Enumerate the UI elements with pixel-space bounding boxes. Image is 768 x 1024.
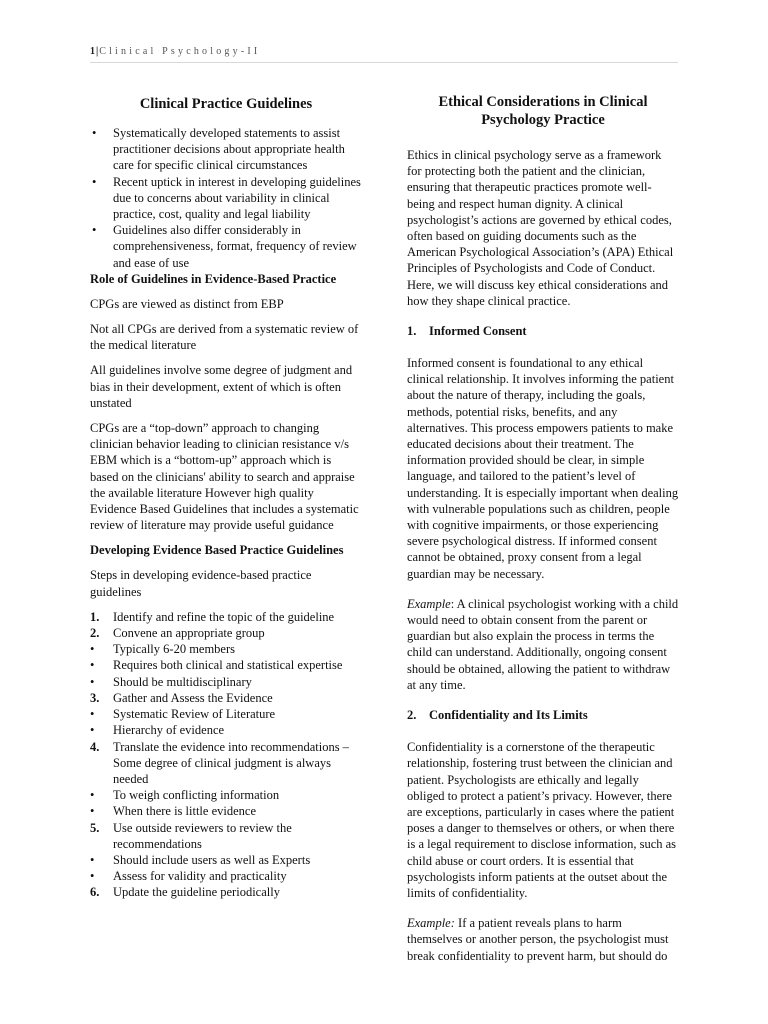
right-column — [407, 93, 679, 964]
list-item-text: Identify and refine the topic of the guideline — [113, 609, 335, 624]
section-heading-role: Role of Guidelines in Evidence-Based Practice — [90, 271, 337, 286]
paragraph: Informed consent is foundational to any ethical clinical relationship. It involves informing the patient about the nature of therapy, including the goals, methods, potential risks, benefits, and any alternatives. This process empowers patients to make educated decisions about their treatment. The information provided should be clear, in simple language, and tailored to the patient’s level of understanding. It is especially important when dealing with vulnerable populations such as children, people with cognitive impairments, or those experiencing severe psychological distress. If informed consent cannot be obtained, proxy consent from a legal guardian may be necessary. — [407, 356, 679, 581]
list-item — [90, 674, 362, 690]
list-item-text: Systematically developed statements to assist practitioner decisions about appropriate health care for specific clinical circumstances — [113, 126, 345, 173]
step-marker: 3. — [90, 690, 100, 705]
left-column — [90, 93, 362, 901]
intro-paragraph: Ethics in clinical psychology serve as a framework for protecting both the patient and the clinician, ensuring that therapeutic practices promote well-being and respect human dignity. A clinical psychologist’s actions are governed by ethical codes, often based on guiding documents such as the American Psychological Association’s (APA) Ethical Principles of Psychologists and Code of Conduct. Here, we will discuss key ethical considerations and how they shape clinical practice. — [407, 148, 674, 308]
list-item-text: Requires both clinical and statistical expertise — [113, 658, 343, 673]
list-item-text: When there is little evidence — [113, 804, 256, 819]
list-item — [90, 609, 362, 625]
bullet-icon: • — [90, 674, 95, 689]
paragraph: CPGs are viewed as distinct from EBP — [90, 296, 284, 311]
running-header — [90, 46, 678, 63]
paragraph: Steps in developing evidence-based practice guidelines — [90, 568, 312, 599]
bullet-icon: • — [90, 723, 95, 738]
list-item — [90, 820, 362, 852]
list-item-text: To weigh conflicting information — [113, 788, 280, 803]
bullet-icon: • — [90, 852, 95, 867]
list-item-text: Convene an appropriate group — [113, 626, 265, 641]
bullet-icon: • — [90, 788, 95, 803]
left-title: Clinical Practice Guidelines — [139, 96, 313, 112]
paragraph: CPGs are a “top-down” approach to changing clinician behavior leading to clinician resistance v/s EBM which is a “bottom-up” approach which is based on the clinicians' ability to search and appraise the available literature However high quality Evidence Based Guidelines that includes a systematic review of literature may provide useful guidance — [90, 421, 359, 533]
list-item-text: Recent uptick in interest in developing guidelines due to concerns about variability in clinical practice, cost, quality and legal liability — [113, 174, 361, 222]
section-number: 2. — [407, 708, 417, 723]
list-item-text: Should include users as well as Experts — [113, 852, 311, 867]
paragraph: Not all CPGs are derived from a systematic review of the medical literature — [90, 322, 359, 353]
section-heading-text: Confidentiality and Its Limits — [429, 708, 588, 723]
list-item — [90, 787, 362, 803]
list-item — [90, 657, 362, 673]
section-heading-informed-consent — [407, 323, 679, 339]
list-item-text: Update the guideline periodically — [113, 885, 280, 900]
bullet-icon: • — [90, 707, 95, 722]
step-marker: 2. — [90, 626, 100, 641]
list-item — [90, 174, 362, 223]
step-marker: 1. — [90, 609, 100, 624]
list-item — [90, 690, 362, 706]
section-heading-confidentiality — [407, 707, 679, 723]
list-item — [90, 625, 362, 641]
right-title: Ethical Considerations in Clinical Psychology Practice — [438, 94, 648, 128]
bullet-icon: • — [92, 223, 97, 238]
example-label: Example — [407, 596, 451, 611]
list-item — [90, 706, 362, 722]
header-separator: | — [96, 46, 100, 57]
list-item — [90, 125, 362, 174]
list-item-text: Should be multidisciplinary — [113, 674, 252, 689]
section-heading-developing: Developing Evidence Based Practice Guidelines — [90, 543, 344, 558]
paragraph: Confidentiality is a cornerstone of the therapeutic relationship, fostering trust between the clinician and patient. Psychologists are ethically and legally obliged to protect a patient’s privacy. However, there are exceptions, particularly in cases where the patient poses a danger to themselves or others, or when there is a legal requirement to disclose information, such as child abuse or court orders. It is essential that psychologists inform patients at the outset about the limits of confidentiality. — [407, 740, 677, 900]
list-item-text: Assess for validity and practicality — [113, 869, 287, 884]
list-item-text: Use outside reviewers to review the recommendations — [113, 820, 292, 851]
example-paragraph — [407, 596, 679, 693]
section-heading-text: Informed Consent — [429, 324, 527, 339]
example-text: If a patient reveals plans to harm themselves or another person, the psychologist must break confidentiality to prevent harm, but should do — [407, 916, 669, 963]
list-item — [90, 868, 362, 884]
list-item — [90, 852, 362, 868]
list-item — [90, 739, 362, 788]
steps-list — [90, 609, 362, 901]
bullet-icon: • — [92, 174, 97, 189]
list-item — [90, 884, 362, 900]
list-item-text: Guidelines also differ considerably in comprehensiveness, format, frequency of review and ease of use — [113, 223, 357, 270]
list-item — [90, 641, 362, 657]
step-marker: 6. — [90, 885, 100, 900]
bullet-icon: • — [90, 804, 95, 819]
section-number: 1. — [407, 324, 417, 339]
example-label: Example: — [407, 916, 455, 931]
page-number: 1 — [90, 46, 96, 57]
example-text: : A clinical psychologist working with a child would need to obtain consent from the parent or guardian but also explain the process in terms the child can understand. Additionally, ongoing consent should be obtained, allowing the patient to withdraw at any time. — [407, 596, 679, 692]
bullet-icon: • — [90, 869, 95, 884]
list-item — [90, 222, 362, 271]
bullet-icon: • — [90, 642, 95, 657]
list-item-text: Hierarchy of evidence — [113, 723, 225, 738]
list-item — [90, 803, 362, 819]
step-marker: 5. — [90, 820, 100, 835]
list-item-text: Translate the evidence into recommendations – Some degree of clinical judgment is always needed — [113, 739, 349, 786]
example-paragraph — [407, 915, 679, 964]
bullet-icon: • — [90, 658, 95, 673]
bullet-icon: • — [92, 126, 97, 140]
list-item-text: Typically 6-20 members — [113, 642, 236, 657]
list-item — [90, 722, 362, 738]
step-marker: 4. — [90, 739, 100, 754]
list-item-text: Gather and Assess the Evidence — [113, 690, 273, 705]
running-title: Clinical Psychology-II — [99, 46, 261, 57]
intro-bullet-list — [90, 125, 362, 271]
paragraph: All guidelines involve some degree of judgment and bias in their development, extent of which is often unstated — [90, 363, 353, 410]
list-item-text: Systematic Review of Literature — [113, 707, 276, 722]
